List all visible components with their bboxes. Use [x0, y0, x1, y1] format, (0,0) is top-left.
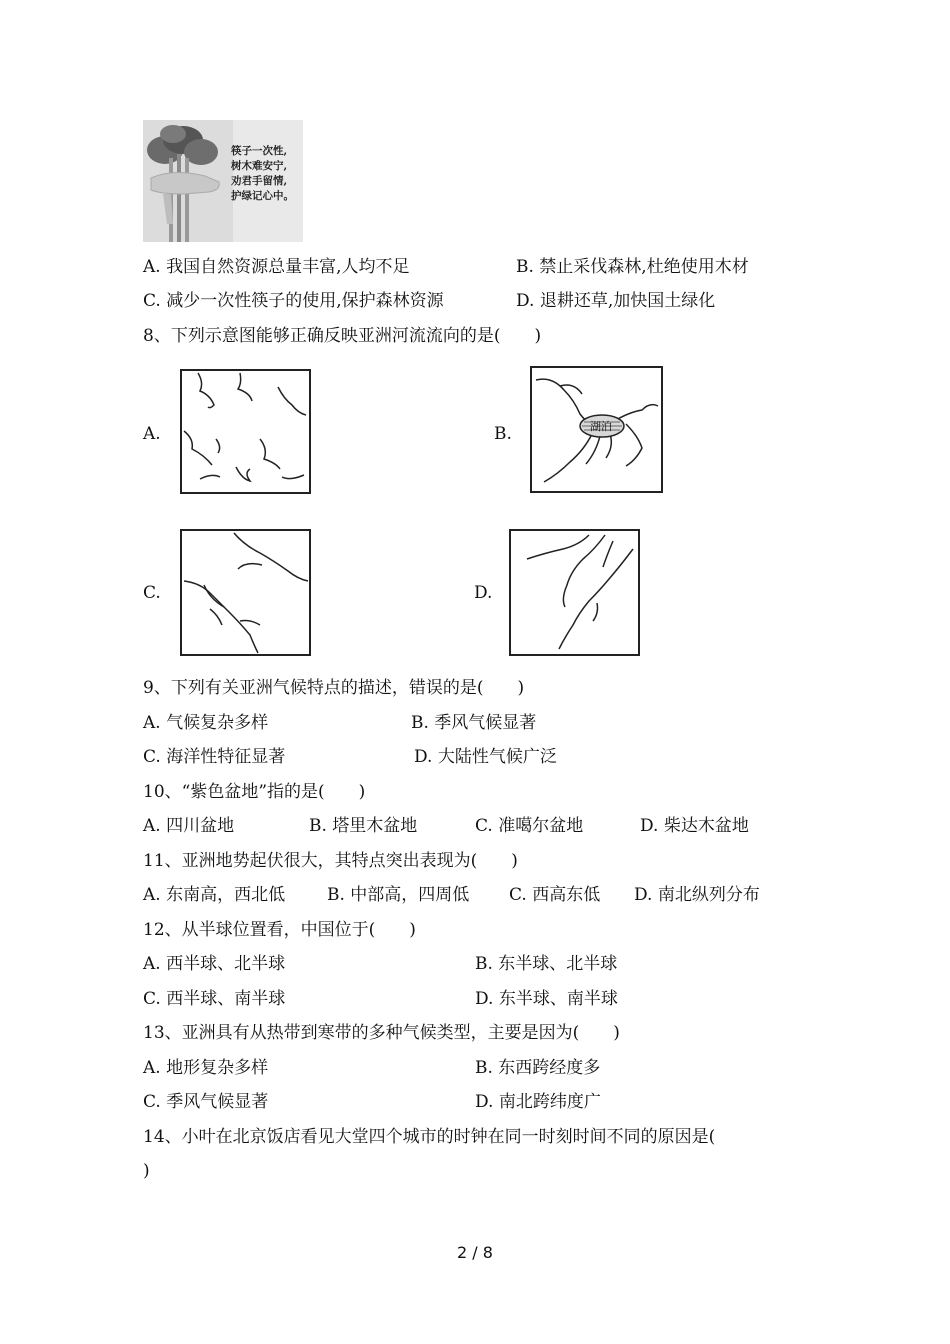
page-number: 2 / 8 [457, 1243, 493, 1262]
q10-stem: 10、“紫色盆地”指的是( ) [143, 782, 366, 802]
q13-option-b: B. 东西跨经度多 [475, 1058, 601, 1078]
q7-option-d: D. 退耕还草,加快国土绿化 [516, 291, 716, 311]
q11-option-b: B. 中部高，四周低 [327, 885, 470, 905]
q10-option-c: C. 准噶尔盆地 [475, 816, 584, 836]
q9-stem: 9、下列有关亚洲气候特点的描述，错误的是( ) [143, 678, 525, 698]
q8-label-d: D. [474, 583, 493, 603]
q10-option-d: D. 柴达木盆地 [640, 816, 749, 836]
river-map-a [180, 369, 311, 494]
q11-option-a: A. 东南高，西北低 [143, 885, 286, 905]
q12-option-b: B. 东半球、北半球 [475, 954, 618, 974]
q11-stem: 11、亚洲地势起伏很大，其特点突出表现为( ) [143, 851, 518, 871]
q7-option-b: B. 禁止采伐森林,杜绝使用木材 [516, 257, 749, 277]
q7-option-a: A. 我国自然资源总量丰富,人均不足 [143, 257, 410, 277]
q12-stem: 12、从半球位置看，中国位于( ) [143, 920, 416, 940]
q14-stem: 14、小叶在北京饭店看见大堂四个城市的时钟在同一时刻时间不同的原因是( [143, 1127, 716, 1147]
poster-line: 筷子一次性, [231, 145, 288, 157]
q13-option-a: A. 地形复杂多样 [143, 1058, 269, 1078]
river-map-c [180, 529, 311, 656]
poster-line: 护绿记心中。 [231, 190, 294, 202]
q9-option-a: A. 气候复杂多样 [143, 713, 269, 733]
q11-option-c: C. 西高东低 [509, 885, 601, 905]
q10-option-b: B. 塔里木盆地 [309, 816, 418, 836]
poster-line: 树木难安宁, [231, 160, 288, 172]
q7-option-c: C. 减少一次性筷子的使用,保护森林资源 [143, 291, 444, 311]
q9-option-c: C. 海洋性特征显著 [143, 747, 286, 767]
q8-label-c: C. [143, 583, 161, 603]
q10-option-a: A. 四川盆地 [143, 816, 235, 836]
q9-option-d: D. 大陆性气候广泛 [414, 747, 557, 767]
q8-label-b: B. [494, 424, 512, 444]
q12-option-d: D. 东半球、南半球 [475, 989, 618, 1009]
chopsticks-tree-poster [143, 120, 303, 242]
q13-stem: 13、亚洲具有从热带到寒带的多种气候类型，主要是因为( ) [143, 1023, 620, 1043]
q13-option-d: D. 南北跨纬度广 [475, 1092, 601, 1112]
q11-option-d: D. 南北纵列分布 [634, 885, 760, 905]
q13-option-c: C. 季风气候显著 [143, 1092, 269, 1112]
q12-option-c: C. 西半球、南半球 [143, 989, 286, 1009]
lake-label: 湖泊 [590, 420, 612, 433]
q14-stem-end: ) [143, 1161, 150, 1181]
river-map-b [530, 366, 663, 493]
q8-stem: 8、下列示意图能够正确反映亚洲河流流向的是( ) [143, 326, 542, 346]
q9-option-b: B. 季风气候显著 [411, 713, 537, 733]
poster-slogan [231, 144, 294, 204]
q12-option-a: A. 西半球、北半球 [143, 954, 286, 974]
q8-label-a: A. [143, 424, 161, 444]
poster-line: 劝君手留情, [231, 175, 288, 187]
river-map-d [509, 529, 640, 656]
